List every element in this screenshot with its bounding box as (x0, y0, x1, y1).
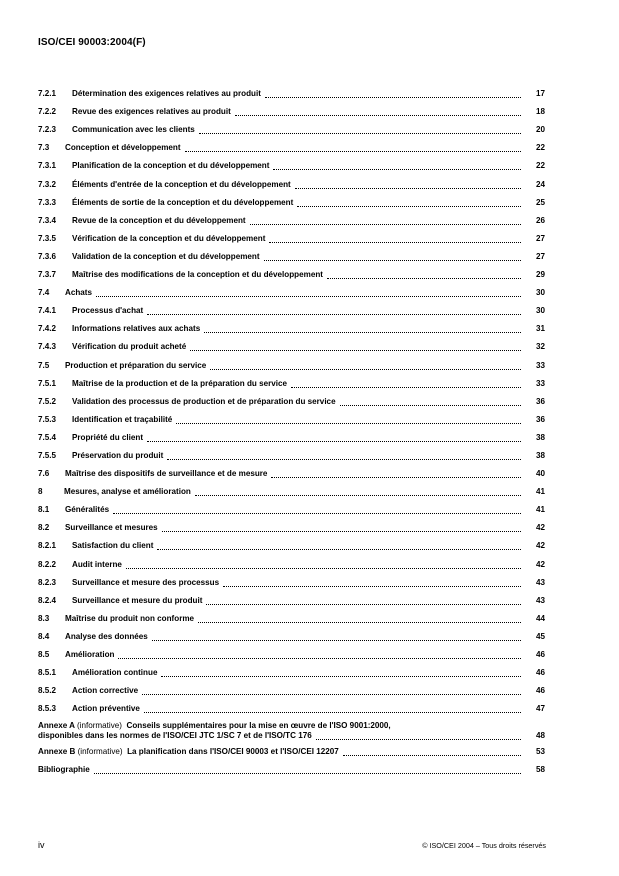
dot-leader (144, 711, 521, 713)
toc-section-number: 8.2.4 (38, 595, 57, 605)
toc-section-title: Maîtrise de la production et de la préparation du service (72, 378, 287, 388)
toc-section-title: Production et préparation du service (65, 360, 207, 370)
toc-entry[interactable] (38, 646, 545, 664)
toc-entry[interactable] (38, 501, 545, 519)
toc-page-number: 22 (535, 143, 545, 153)
toc-page-number: 46 (535, 650, 545, 659)
dot-leader (223, 585, 521, 587)
toc-page-number: 25 (535, 197, 545, 207)
toc-section-title: Audit interne (72, 559, 122, 569)
toc-section-title: Préservation du produit (72, 450, 164, 460)
toc-section-title: Mesures, analyse et amélioration (64, 487, 191, 497)
dot-leader (198, 621, 521, 623)
toc-page-number: 45 (535, 631, 545, 641)
toc-page-number: 41 (535, 487, 545, 497)
dot-leader (162, 530, 521, 532)
dot-leader (250, 223, 521, 225)
toc-section-number: 7.5.4 (38, 432, 57, 442)
toc-section-number: 7.3.4 (38, 215, 57, 225)
toc-section-title: Satisfaction du client (72, 541, 154, 551)
toc-entry[interactable] (38, 519, 545, 537)
toc-section-title: Revue des exigences relatives au produit (72, 107, 231, 117)
toc-section-number: 7.3.5 (38, 233, 57, 243)
toc-section-number: 8.5.2 (38, 686, 57, 696)
toc-section-title: Propriété du client (72, 432, 144, 442)
toc-entry[interactable] (38, 393, 545, 411)
toc-page-number: 32 (535, 342, 545, 352)
toc-page-number: 36 (535, 414, 545, 424)
toc-page-number: 38 (535, 450, 545, 460)
toc-section-title: Conception et développement (65, 143, 181, 153)
toc-section-title: Amélioration (65, 650, 115, 659)
toc-section-number: 7.4.2 (38, 324, 57, 334)
dot-leader (210, 368, 521, 370)
toc-entry[interactable] (38, 248, 545, 266)
toc-section-title: Généralités (65, 505, 110, 515)
toc-page-number: 42 (535, 559, 545, 569)
toc-entry[interactable] (38, 338, 545, 356)
toc-section-number: 7.5.3 (38, 414, 57, 424)
toc-section-number: 7.4.1 (38, 306, 57, 316)
toc-section-number: 7.3 (38, 143, 50, 153)
toc-entry[interactable] (38, 85, 545, 103)
dot-leader (195, 494, 521, 496)
toc-page-number: 26 (535, 215, 545, 225)
dot-leader (199, 132, 521, 134)
toc-page-number: 44 (535, 613, 545, 623)
toc-page-number: 46 (535, 686, 545, 696)
toc-section-title: Surveillance et mesures (65, 523, 158, 533)
dot-leader (167, 458, 521, 460)
toc-section-title: Amélioration continue (72, 668, 158, 678)
table-of-contents (38, 85, 545, 779)
dot-leader (94, 772, 521, 774)
toc-section-number: 8.2.2 (38, 559, 57, 569)
dot-leader (316, 738, 521, 740)
toc-section-title: Éléments d'entrée de la conception et du développement (72, 179, 291, 189)
toc-entry[interactable] (38, 175, 545, 193)
toc-entry-annex-a[interactable] (38, 718, 545, 742)
toc-entry[interactable] (38, 157, 545, 175)
toc-page-number: 43 (535, 595, 545, 605)
toc-page-number: 33 (535, 378, 545, 388)
toc-entry[interactable] (38, 429, 545, 447)
toc-page-number: 30 (535, 288, 545, 298)
annex-a-line1 (38, 721, 545, 731)
toc-page-number: 27 (535, 251, 545, 261)
annex-a-qualifier: (informative) (76, 721, 122, 731)
annex-a-line2 (38, 731, 545, 741)
toc-section-number: 7.4 (38, 288, 50, 298)
toc-section-title: Analyse des données (65, 631, 148, 641)
toc-entry[interactable] (38, 212, 545, 230)
toc-entry[interactable] (38, 628, 545, 646)
toc-entry[interactable] (38, 356, 545, 374)
dot-leader (343, 754, 521, 756)
toc-section-number: 7.3.2 (38, 179, 57, 189)
annex-b-label: Annexe B (38, 746, 76, 756)
toc-section-number: 8.3 (38, 613, 50, 623)
toc-entry[interactable] (38, 302, 545, 320)
toc-entry[interactable] (38, 230, 545, 248)
toc-page-number: 36 (535, 396, 545, 406)
toc-entry[interactable] (38, 700, 545, 718)
toc-section-title: Éléments de sortie de la conception et du développement (72, 197, 294, 207)
dot-leader (152, 639, 521, 641)
toc-section-title: Maîtrise des modifications de la conception et du développement (72, 270, 323, 280)
footer-page-number: iv (38, 840, 45, 850)
toc-section-number: 8.5.3 (38, 704, 57, 714)
dot-leader (161, 675, 521, 677)
toc-section-number: 7.2.1 (38, 89, 57, 99)
dot-leader (176, 422, 521, 424)
dot-leader (126, 567, 521, 569)
toc-entry-bibliography[interactable] (38, 761, 545, 780)
toc-entry[interactable] (38, 483, 545, 501)
toc-page-number: 17 (535, 89, 545, 99)
toc-section-title: Processus d'achat (72, 306, 144, 316)
toc-entries (38, 85, 545, 718)
toc-page-number: 46 (535, 668, 545, 678)
toc-page-number: 38 (535, 432, 545, 442)
dot-leader (297, 205, 521, 207)
toc-entry[interactable] (38, 121, 545, 139)
annex-a-title-line1: Conseils supplémentaires pour la mise en œuvre de l'ISO 9001:2000, (126, 721, 391, 731)
toc-section-number: 7.5 (38, 360, 50, 370)
toc-page-number: 24 (535, 179, 545, 189)
dot-leader (273, 168, 521, 170)
toc-section-title: Planification de la conception et du développement (72, 161, 270, 171)
toc-section-title: Informations relatives aux achats (72, 324, 201, 334)
dot-leader (295, 187, 521, 189)
toc-page-number: 47 (535, 704, 545, 714)
bibliography-title: Bibliographie (38, 765, 90, 775)
dot-leader (265, 96, 521, 98)
dot-leader (157, 548, 521, 550)
toc-section-number: 7.3.1 (38, 161, 57, 171)
toc-section-number: 8.2.1 (38, 541, 57, 551)
toc-entry[interactable] (38, 664, 545, 682)
toc-page-number: 29 (535, 270, 545, 280)
dot-leader (118, 657, 521, 659)
toc-section-number: 7.3.6 (38, 251, 57, 261)
toc-page-number: 48 (535, 731, 545, 741)
toc-page-number: 22 (535, 161, 545, 171)
toc-section-number: 7.5.1 (38, 378, 57, 388)
toc-section-number: 7.2.2 (38, 107, 57, 117)
toc-page-number: 53 (535, 746, 545, 756)
toc-entry[interactable] (38, 574, 545, 592)
annex-a-title-line2: disponibles dans les normes de l'ISO/CEI JTC 1/SC 7 et de l'ISO/TC 176 (38, 731, 312, 741)
toc-entry[interactable] (38, 537, 545, 555)
toc-entry[interactable] (38, 266, 545, 284)
toc-entry[interactable] (38, 284, 545, 302)
toc-entry[interactable] (38, 194, 545, 212)
toc-section-title: Maîtrise des dispositifs de surveillance et de mesure (65, 469, 268, 479)
toc-entry[interactable] (38, 555, 545, 573)
toc-section-number: 8.5.1 (38, 668, 57, 678)
toc-page-number: 41 (535, 505, 545, 515)
toc-page-number: 31 (535, 324, 545, 334)
toc-page-number: 40 (535, 469, 545, 479)
toc-section-title: Surveillance et mesure des processus (72, 577, 220, 587)
toc-section-title: Surveillance et mesure du produit (72, 595, 203, 605)
dot-leader (185, 150, 521, 152)
toc-section-number: 8.5 (38, 650, 50, 659)
toc-section-number: 7.3.7 (38, 270, 57, 280)
dot-leader (96, 295, 521, 297)
toc-entry[interactable] (38, 375, 545, 393)
toc-page-number: 20 (535, 125, 545, 135)
toc-section-title: Détermination des exigences relatives au produit (72, 89, 261, 99)
dot-leader (327, 277, 521, 279)
annex-b-qualifier: (informative) (77, 746, 123, 756)
toc-section-title: Validation de la conception et du développement (72, 251, 260, 261)
toc-section-number: 8.4 (38, 631, 50, 641)
dot-leader (142, 693, 521, 695)
toc-section-title: Action préventive (72, 704, 140, 714)
toc-section-number: 8.2.3 (38, 577, 57, 587)
toc-section-number: 8.1 (38, 505, 50, 515)
toc-section-number: 7.5.5 (38, 450, 57, 460)
toc-page-number: 58 (535, 765, 545, 775)
toc-page-number: 33 (535, 360, 545, 370)
dot-leader (190, 349, 521, 351)
dot-leader (340, 404, 521, 406)
dot-leader (147, 313, 521, 315)
toc-entry[interactable] (38, 682, 545, 700)
toc-page-number: 42 (535, 523, 545, 533)
annex-a-label: Annexe A (38, 721, 75, 731)
toc-section-title: Vérification du produit acheté (72, 342, 187, 352)
toc-section-title: Revue de la conception et du développement (72, 215, 246, 225)
dot-leader (147, 440, 521, 442)
dot-leader (206, 603, 521, 605)
toc-entry[interactable] (38, 411, 545, 429)
toc-section-title: Action corrective (72, 686, 139, 696)
toc-section-number: 8.2 (38, 523, 50, 533)
toc-section-number: 7.4.3 (38, 342, 57, 352)
toc-section-number: 7.3.3 (38, 197, 57, 207)
dot-leader (271, 476, 521, 478)
toc-section-title: Identification et traçabilité (72, 414, 173, 424)
toc-section-number: 7.6 (38, 469, 50, 479)
toc-entry[interactable] (38, 139, 545, 157)
toc-section-number: 7.2.3 (38, 125, 57, 135)
annex-b-title: La planification dans l'ISO/CEI 90003 et l'ISO/CEI 12207 (127, 746, 339, 756)
toc-section-title: Validation des processus de production et de préparation du service (72, 396, 336, 406)
toc-page-number: 18 (535, 107, 545, 117)
document-header: ISO/CEI 90003:2004(F) (38, 37, 146, 48)
toc-page-number: 27 (535, 233, 545, 243)
toc-page-number: 42 (535, 541, 545, 551)
toc-entry[interactable] (38, 103, 545, 121)
toc-entry[interactable] (38, 610, 545, 628)
toc-entry[interactable] (38, 465, 545, 483)
toc-entry[interactable] (38, 447, 545, 465)
toc-section-title: Maîtrise du produit non conforme (65, 613, 195, 623)
footer-copyright: © ISO/CEI 2004 – Tous droits réservés (422, 841, 546, 850)
dot-leader (269, 241, 521, 243)
toc-entry-annex-b[interactable] (38, 742, 545, 761)
dot-leader (264, 259, 521, 261)
dot-leader (113, 512, 521, 514)
toc-entry[interactable] (38, 592, 545, 610)
toc-entry[interactable] (38, 320, 545, 338)
annex-b-heading (38, 747, 339, 757)
toc-page-number: 30 (535, 306, 545, 316)
toc-section-number: 7.5.2 (38, 396, 57, 406)
toc-page-number: 43 (535, 577, 545, 587)
dot-leader (204, 331, 521, 333)
toc-section-title: Vérification de la conception et du développement (72, 233, 266, 243)
toc-section-title: Achats (65, 288, 92, 298)
toc-section-title: Communication avec les clients (72, 125, 195, 135)
dot-leader (235, 114, 521, 116)
dot-leader (291, 386, 521, 388)
toc-section-number: 8 (38, 487, 43, 497)
